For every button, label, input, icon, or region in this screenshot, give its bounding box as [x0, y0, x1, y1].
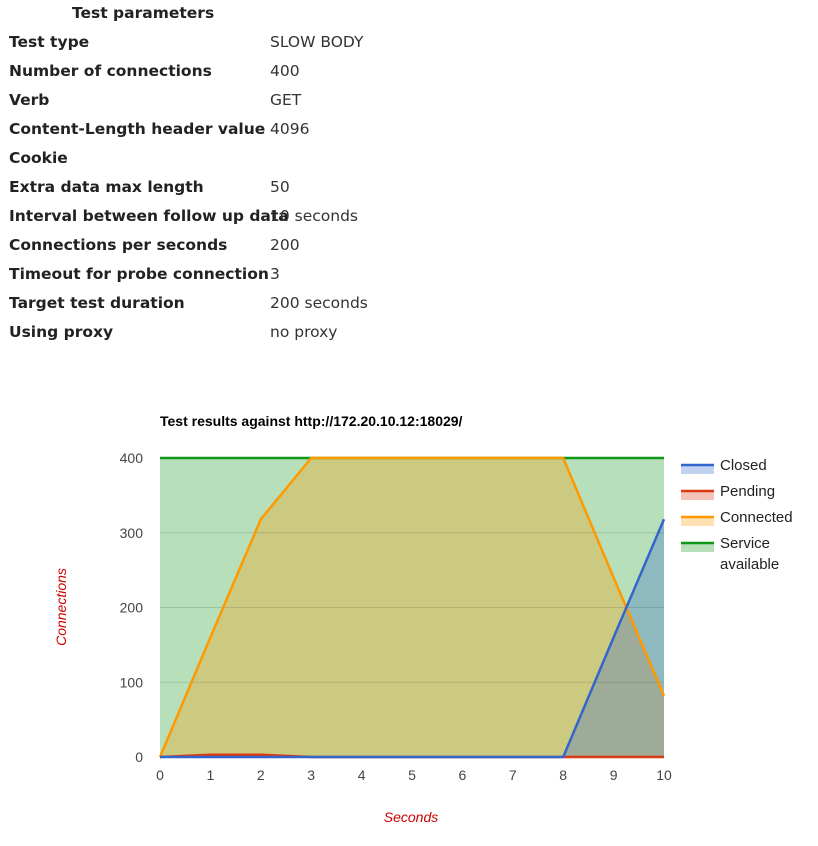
y-axis-title: Connections	[53, 568, 69, 646]
parameters-heading: Test parameters	[72, 4, 215, 22]
param-value: SLOW BODY	[270, 33, 364, 51]
legend-swatch	[681, 543, 714, 552]
param-key: Number of connections	[9, 62, 212, 80]
legend-swatch	[681, 465, 714, 474]
param-key: Content-Length header value	[9, 120, 266, 138]
param-value: 400	[270, 62, 300, 80]
param-key: Extra data max length	[9, 178, 204, 196]
param-key: Cookie	[9, 149, 68, 167]
x-tick-label: 8	[559, 767, 568, 783]
param-key: Interval between follow up data	[9, 207, 289, 225]
legend-swatch	[681, 491, 714, 500]
x-tick-label: 4	[357, 767, 366, 783]
param-value: 200	[270, 236, 300, 254]
x-tick-label: 6	[458, 767, 467, 783]
param-value: 10 seconds	[270, 207, 359, 225]
y-tick-label: 300	[119, 524, 143, 541]
y-tick-label: 400	[119, 450, 143, 466]
x-tick-label: 2	[256, 767, 265, 783]
param-key: Test type	[9, 33, 90, 51]
x-tick-label: 10	[656, 767, 672, 783]
param-key: Target test duration	[9, 294, 185, 312]
legend-swatch	[681, 517, 714, 526]
param-key: Using proxy	[9, 323, 114, 341]
legend-item-closed[interactable]	[681, 457, 767, 474]
legend-item-service-available[interactable]	[681, 535, 779, 573]
param-key: Connections per seconds	[9, 236, 228, 254]
y-tick-label: 0	[135, 749, 143, 765]
legend-label: Service available	[720, 535, 780, 573]
legend-label: Connected	[720, 509, 793, 526]
param-key: Verb	[9, 91, 50, 109]
param-value: 4096	[270, 120, 310, 138]
x-axis-title: Seconds	[383, 809, 439, 825]
param-value: 50	[270, 178, 290, 196]
legend-label: Closed	[720, 457, 767, 474]
chart-title: Test results against http://172.20.10.12:18029/	[160, 413, 463, 429]
legend-item-pending[interactable]	[681, 483, 775, 500]
param-value: 200 seconds	[270, 294, 368, 312]
x-tick-label: 7	[508, 767, 517, 783]
x-tick-label: 9	[609, 767, 618, 783]
y-tick-label: 200	[119, 599, 143, 616]
x-tick-label: 3	[307, 767, 316, 783]
x-tick-label: 5	[408, 767, 416, 783]
legend-item-connected[interactable]	[681, 509, 793, 526]
param-value: GET	[270, 91, 302, 109]
param-value: 3	[270, 265, 280, 283]
x-tick-label: 0	[156, 767, 164, 783]
x-tick-label: 1	[206, 767, 215, 783]
param-key: Timeout for probe connection	[9, 265, 269, 283]
y-tick-label: 100	[119, 674, 143, 691]
legend-label: Pending	[720, 483, 776, 500]
param-value: no proxy	[270, 323, 338, 341]
